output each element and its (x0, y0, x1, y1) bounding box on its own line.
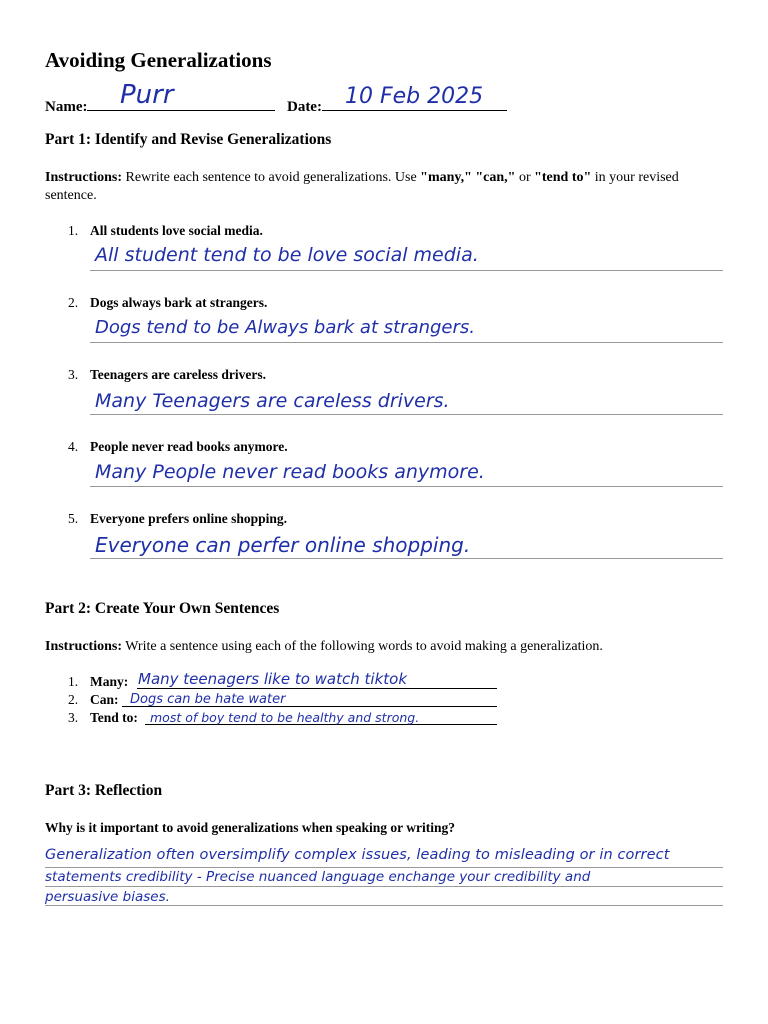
part2-answer-3: most of boy tend to be healthy and strong. (150, 710, 420, 725)
part1-question-2: 2. Dogs always bark at strangers. (68, 295, 268, 310)
reflection-line-3[interactable] (45, 905, 723, 906)
part1-answer-2: Dogs tend to be Always bark at strangers. (95, 317, 476, 338)
part1-answer-1: All student tend to be love social media. (95, 244, 479, 266)
reflection-line-1[interactable] (45, 867, 723, 868)
part2-heading: Part 2: Create Your Own Sentences (45, 600, 280, 617)
part2-answer-2: Dogs can be hate water (130, 692, 286, 707)
part2-item-3: 3. Tend to: (68, 710, 138, 725)
answer-line-1[interactable] (90, 270, 723, 271)
name-value: Purr (120, 80, 174, 110)
part2-line-1[interactable] (137, 688, 497, 689)
page-title: Avoiding Generalizations (45, 48, 272, 72)
part1-question-4: 4. People never read books anymore. (68, 439, 288, 454)
answer-line-5[interactable] (90, 558, 723, 559)
part1-instructions: Instructions: Rewrite each sentence to avoid generalizations. Use "many," "can," or "tend to" in your revised sentence. (45, 170, 679, 203)
part2-instructions: Instructions: Write a sentence using each of the following words to avoid making a generalization. (45, 639, 603, 654)
reflection-answer-1: Generalization often oversimplify complex issues, leading to misleading or in correct (45, 847, 670, 863)
answer-line-2[interactable] (90, 342, 723, 343)
part1-answer-4: Many People never read books anymore. (95, 461, 485, 483)
answer-line-4[interactable] (90, 486, 723, 487)
reflection-line-2[interactable] (45, 886, 723, 887)
reflection-answer-3: persuasive biases. (45, 889, 170, 905)
part2-item-2: 2. Can: (68, 692, 119, 707)
part1-heading: Part 1: Identify and Revise Generalizations (45, 131, 332, 148)
date-label: Date: (286, 99, 322, 115)
part1-question-1: 1. All students love social media. (68, 223, 263, 238)
part3-question: Why is it important to avoid generalizations when speaking or writing? (45, 820, 456, 835)
part1-question-3: 3. Teenagers are careless drivers. (68, 367, 266, 382)
answer-line-3[interactable] (90, 414, 723, 415)
date-value: 10 Feb 2025 (345, 84, 484, 109)
part2-item-1: 1. Many: (68, 674, 129, 689)
name-label: Name: (45, 99, 88, 115)
part1-question-5: 5. Everyone prefers online shopping. (68, 511, 288, 526)
reflection-answer-2: statements credibility - Precise nuanced language enchange your credibility and (45, 869, 591, 885)
name-field[interactable] (87, 94, 275, 111)
part1-answer-5: Everyone can perfer online shopping. (95, 533, 471, 557)
part2-answer-1: Many teenagers like to watch tiktok (138, 670, 408, 688)
part3-heading: Part 3: Reflection (45, 782, 163, 799)
part1-answer-3: Many Teenagers are careless drivers. (95, 390, 450, 412)
